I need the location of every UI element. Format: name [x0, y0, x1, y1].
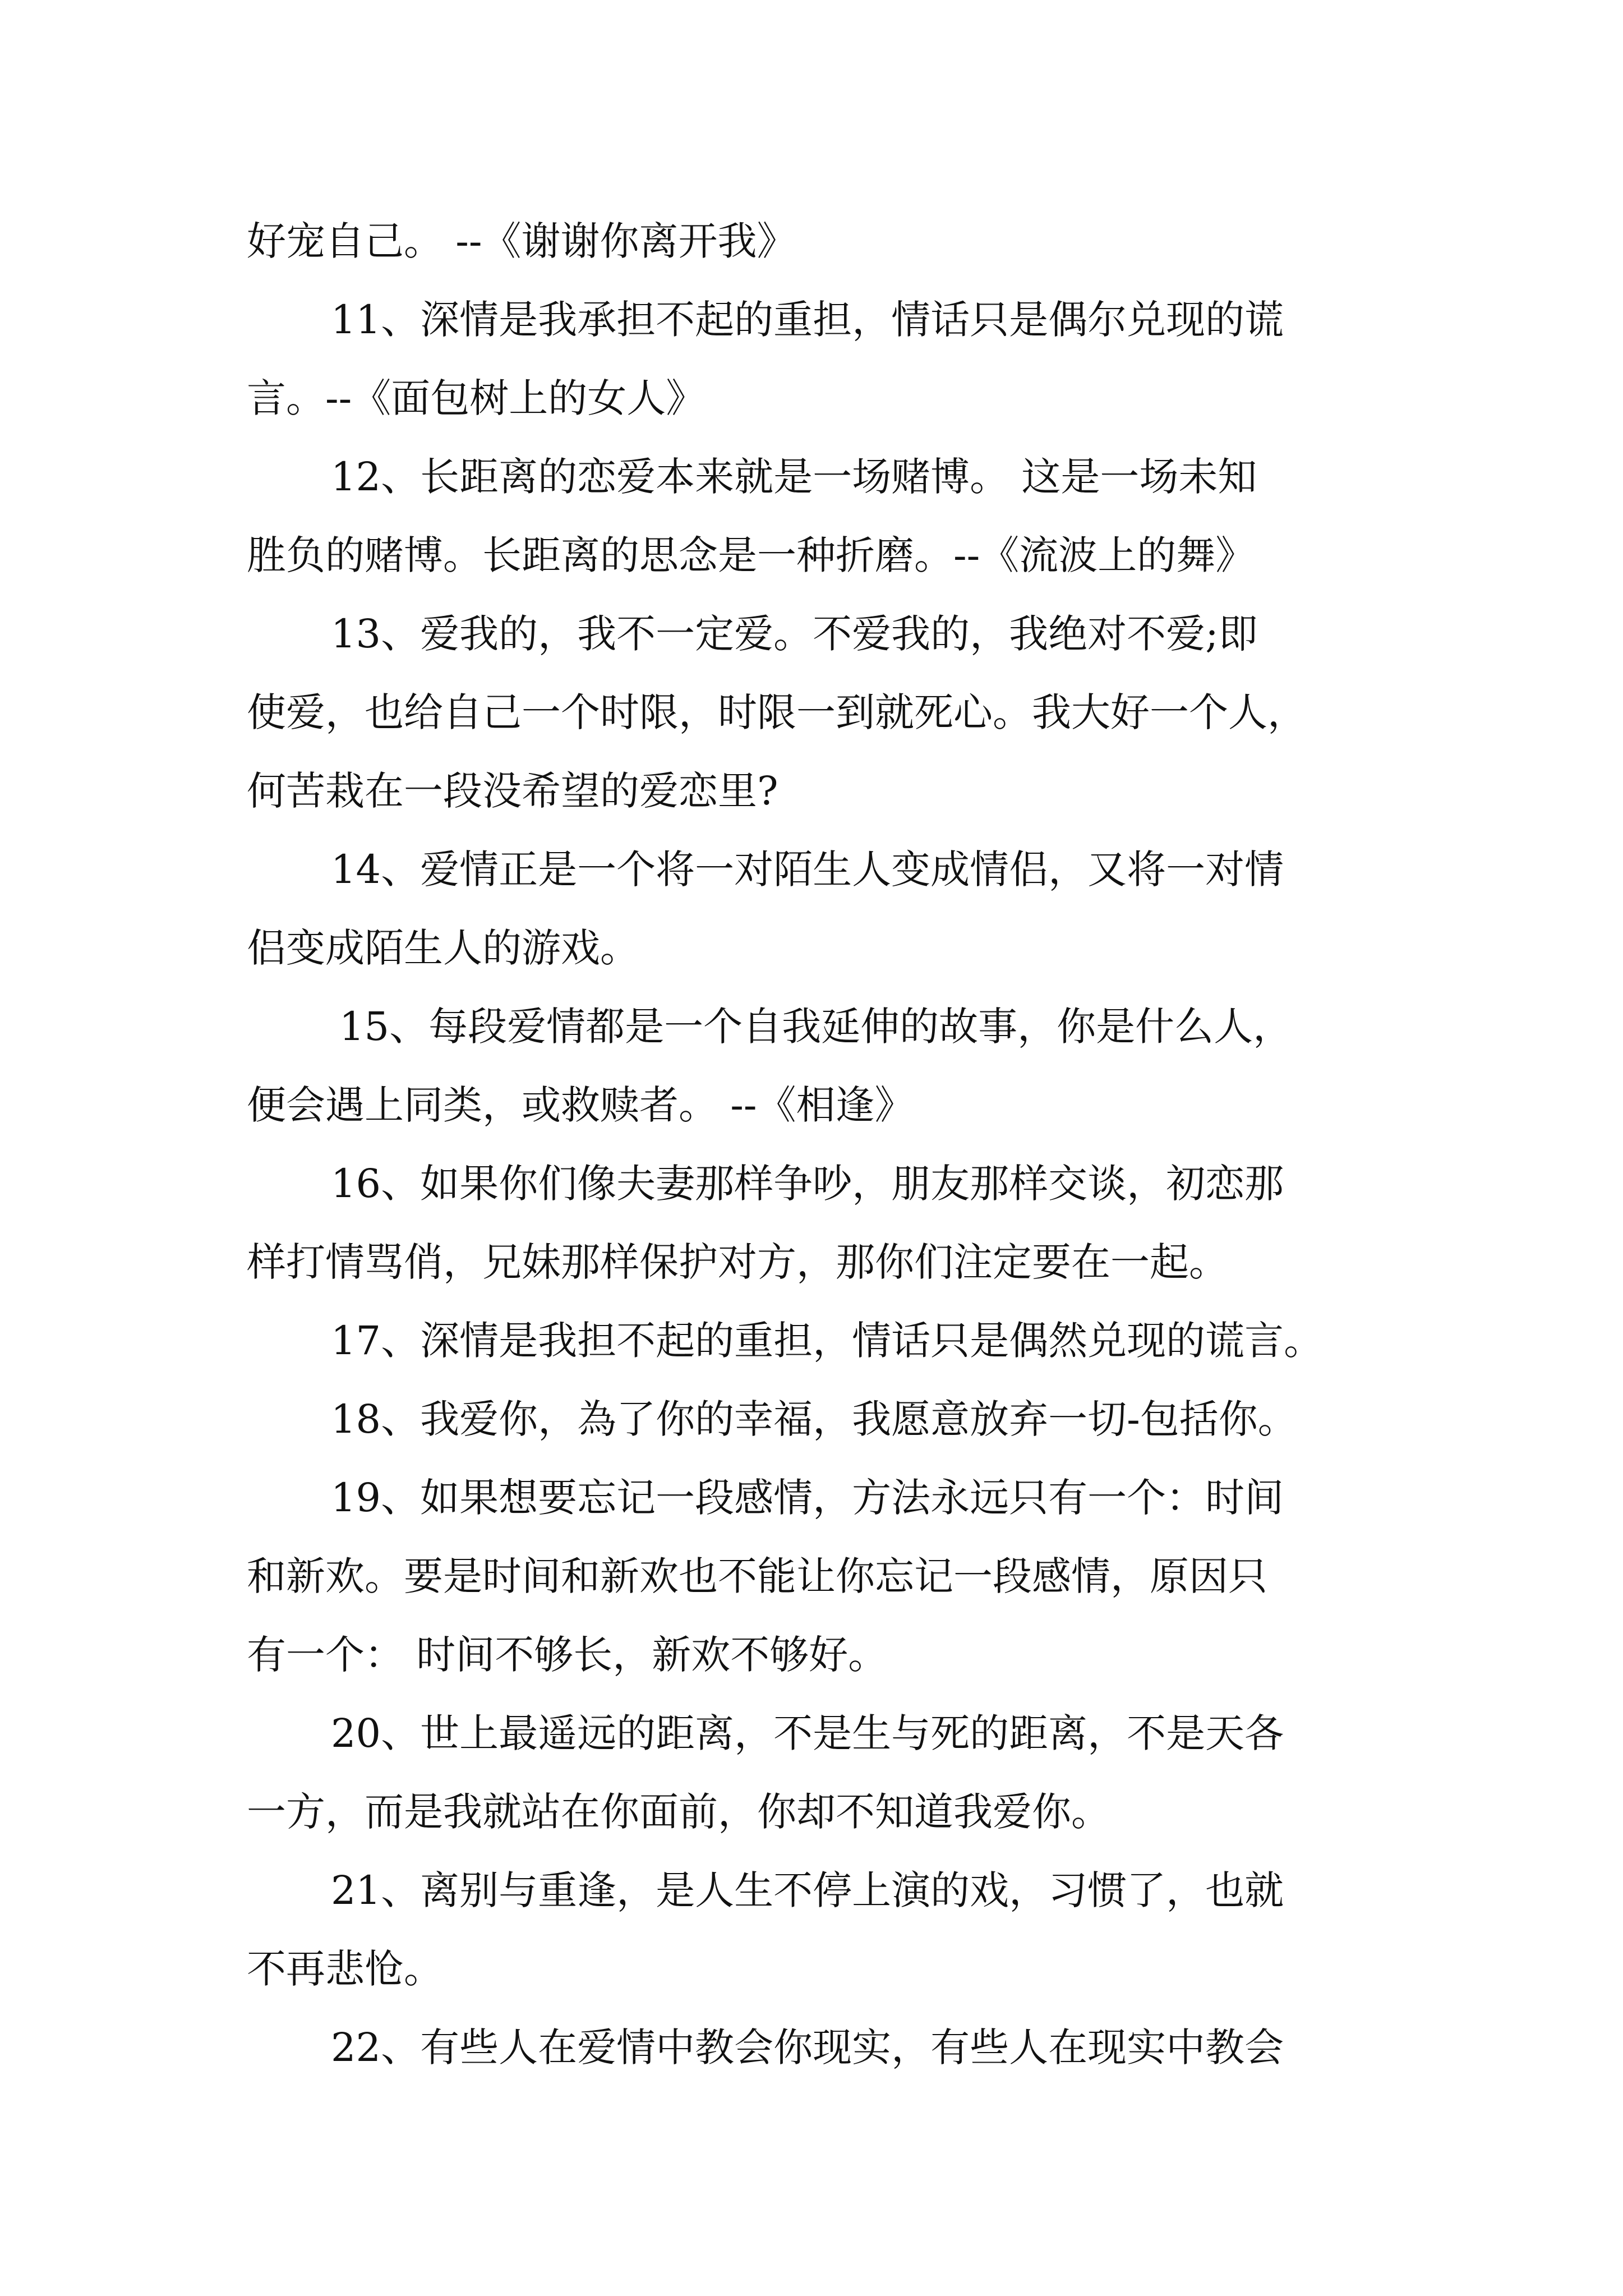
text-line: 13、爱我的，我不一定爱。不爱我的，我绝对不爱;即: [331, 611, 1258, 657]
text-line: 侣变成陌生人的游戏。: [247, 925, 639, 971]
text-line: 使爱，也给自己一个时限，时限一到就死心。我大好一个人，: [247, 689, 1307, 735]
text-line: 和新欢。要是时间和新欢也不能让你忘记一段感情，原因只: [247, 1553, 1267, 1599]
text-line: 11、深情是我承担不起的重担，情话只是偶尔兑现的谎: [331, 297, 1284, 343]
text-line: 15、每段爱情都是一个自我延伸的故事，你是什么人，: [339, 1004, 1293, 1050]
text-line: 19、如果想要忘记一段感情，方法永远只有一个：时间: [331, 1475, 1284, 1521]
text-line: 言。--《面包树上的女人》: [247, 375, 706, 421]
text-line: 何苦栽在一段没希望的爱恋里?: [247, 768, 778, 814]
text-line: 16、如果你们像夫妻那样争吵，朋友那样交谈，初恋那: [331, 1161, 1284, 1207]
text-line: 有一个： 时间不够长，新欢不够好。: [247, 1632, 888, 1678]
text-line: 22、有些人在爱情中教会你现实，有些人在现实中教会: [331, 2024, 1284, 2070]
text-line: 12、长距离的恋爱本来就是一场赌博。 这是一场未知: [331, 454, 1257, 500]
text-line: 21、离别与重逢，是人生不停上演的戏，习惯了，也就: [331, 1867, 1284, 1913]
text-line: 18、我爱你，為了你的幸福，我愿意放弃一切-包括你。: [331, 1396, 1297, 1442]
text-line: 14、爱情正是一个将一对陌生人变成情侣，又将一对情: [331, 846, 1284, 892]
text-line: 一方，而是我就站在你面前，你却不知道我爱你。: [247, 1789, 1110, 1835]
text-line: 不再悲怆。: [247, 1946, 443, 1992]
text-line: 样打情骂俏，兄妹那样保护对方，那你们注定要在一起。: [247, 1239, 1228, 1285]
text-line: 胜负的赌博。长距离的思念是一种折磨。--《流波上的舞》: [247, 532, 1255, 578]
text-line: 好宠自己。 --《谢谢你离开我》: [247, 218, 796, 264]
text-line: 便会遇上同类，或救赎者。 --《相逢》: [247, 1082, 914, 1128]
text-line: 17、深情是我担不起的重担，情话只是偶然兑现的谎言。: [331, 1318, 1324, 1364]
text-line: 20、世上最遥远的距离，不是生与死的距离，不是天各: [331, 1710, 1284, 1756]
